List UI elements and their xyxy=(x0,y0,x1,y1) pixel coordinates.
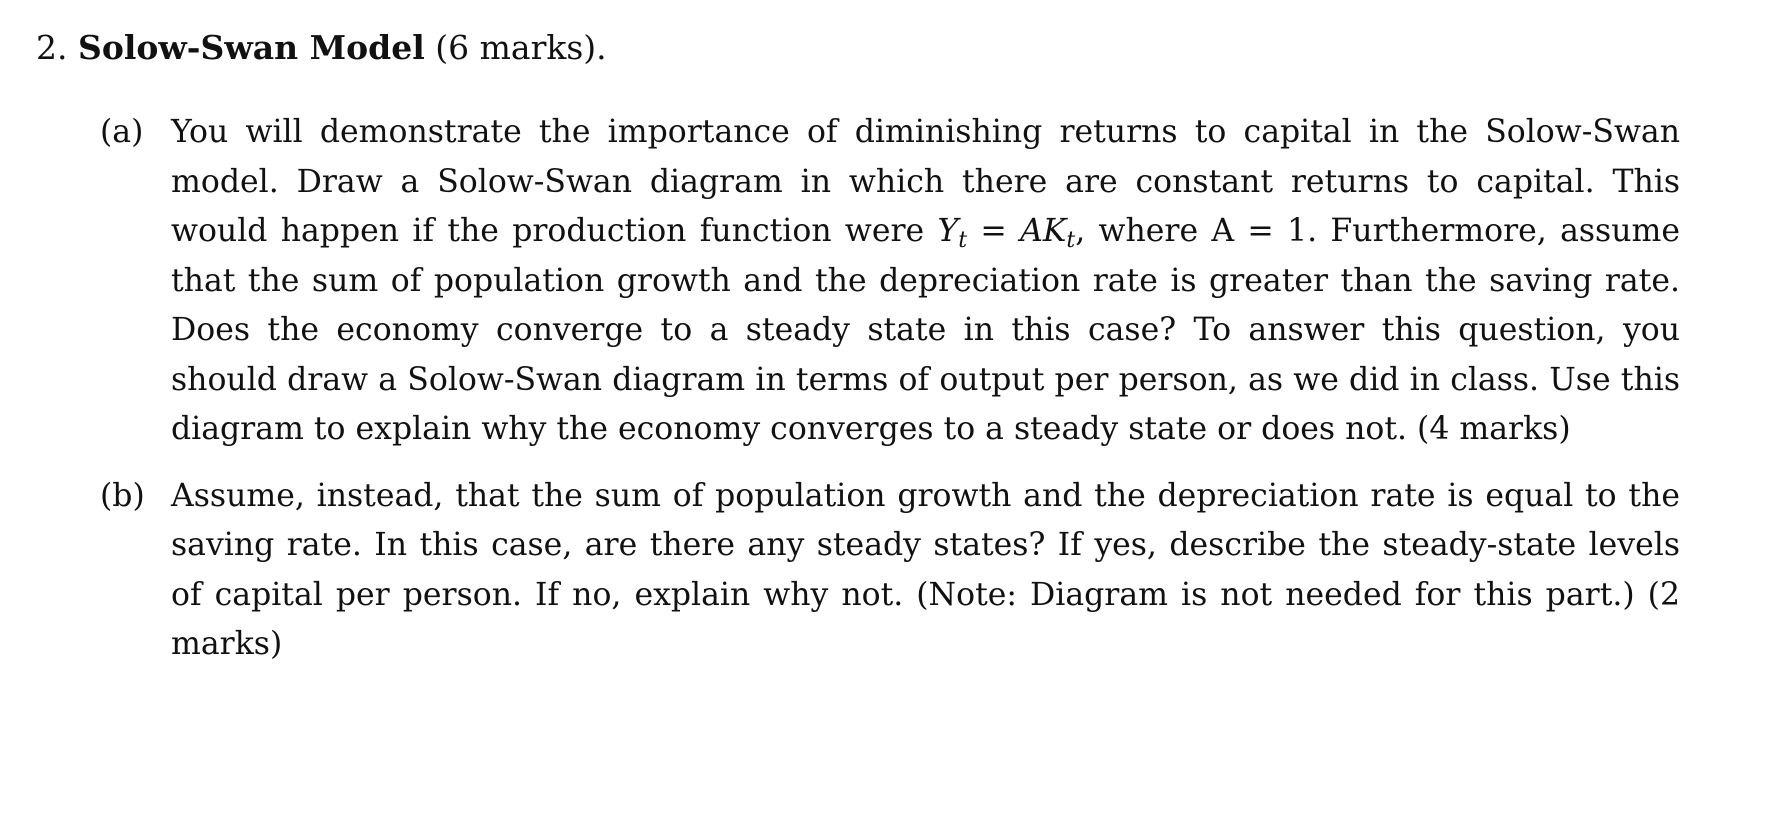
question-number: 2. xyxy=(36,28,68,67)
part-a-text-after-formula: , where A = 1. Furthermore, assume that the sum of population growth and the depreciation rate is greater than the saving rate. Does the economy converge to a steady state in this case? To answer this question, you should draw a Solow-Swan diagram in terms of output per person, as we did in class. Use this diagram to explain why the economy converges to a steady state or does not. (4 marks) xyxy=(171,213,1681,447)
part-b xyxy=(100,472,1680,670)
question-block xyxy=(36,24,1696,72)
production-function-formula xyxy=(937,213,968,253)
formula-lhs-subscript: t xyxy=(958,228,968,253)
question-title: Solow-Swan Model xyxy=(78,28,425,67)
part-a-text-before-formula: You will demonstrate the importance of diminishing returns to capital in the Solow-Swan model. Draw a Solow-Swan diagram in which there are constant returns to capital. This would happen if the production function were xyxy=(171,114,1680,249)
production-function-rhs xyxy=(1020,213,1076,253)
part-a xyxy=(100,108,1680,455)
part-a-label: (a) xyxy=(100,114,144,150)
formula-rhs-subscript: t xyxy=(1066,228,1076,253)
part-b-label: (b) xyxy=(100,477,145,514)
question-parts xyxy=(100,108,1680,670)
formula-rhs: AK xyxy=(1020,213,1067,249)
part-b-text: Assume, instead, that the sum of population growth and the depreciation rate is equal to the saving rate. In this case, are there any steady states? If yes, describe the steady-state levels of capital per person. If no, explain why not. (Note: Diagram is not needed for this part.) (2 marks) xyxy=(171,477,1680,662)
formula-lhs: Y xyxy=(937,213,959,249)
question-marks: (6 marks). xyxy=(435,28,607,67)
question-heading xyxy=(36,24,1696,72)
formula-equals: = xyxy=(967,213,1021,249)
